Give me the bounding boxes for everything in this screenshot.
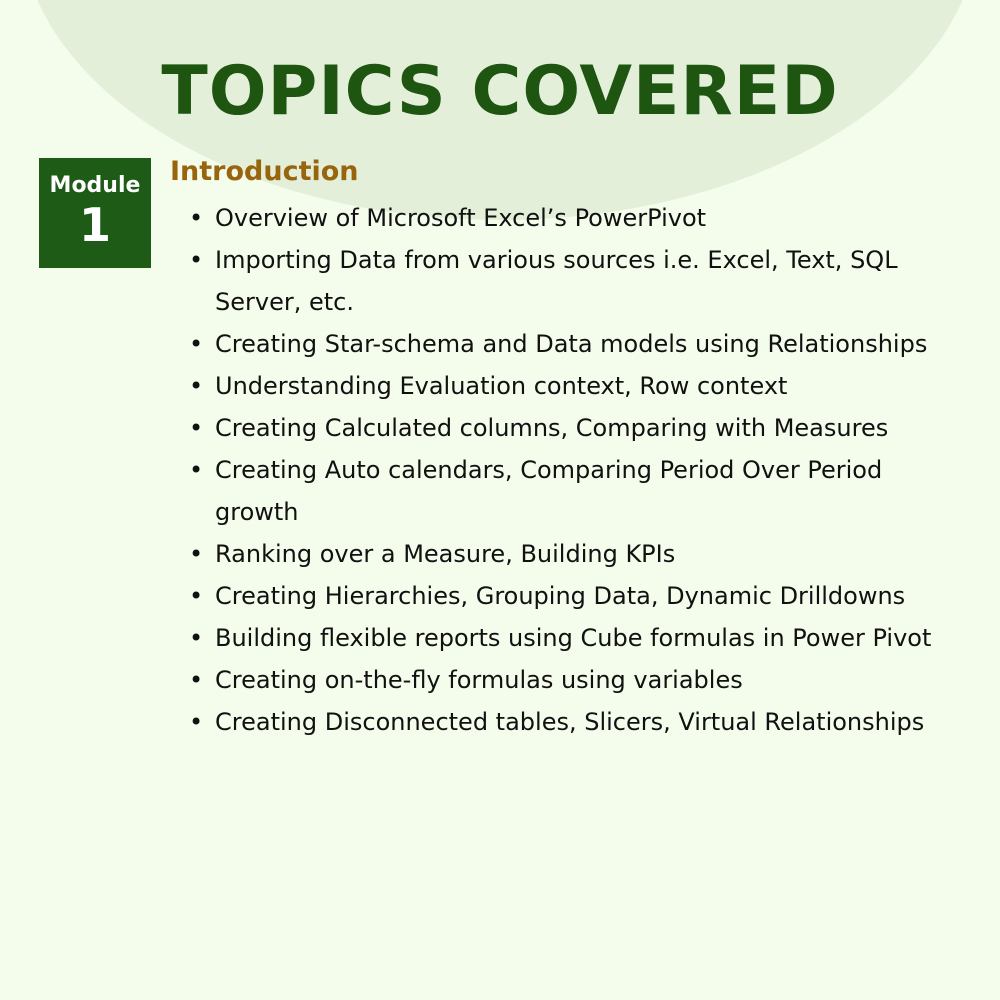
topic-text: Creating Star-schema and Data models using Relationships (215, 330, 928, 358)
topic-item (189, 365, 955, 407)
module-label: Module (49, 173, 141, 198)
module-badge (39, 158, 151, 268)
bullet-icon: • (189, 666, 204, 694)
topic-item (189, 659, 955, 701)
topic-item (189, 617, 955, 659)
topic-text: Importing Data from various sources i.e. Excel, Text, SQL Server, etc. (215, 246, 898, 316)
module-number: 1 (78, 198, 111, 252)
bullet-icon: • (189, 414, 204, 442)
topic-list (189, 197, 955, 743)
topic-text: Creating Disconnected tables, Slicers, Virtual Relationships (215, 708, 925, 736)
topic-item (189, 239, 955, 323)
topic-text: Ranking over a Measure, Building KPIs (215, 540, 676, 568)
topic-text: Creating Hierarchies, Grouping Data, Dynamic Drilldowns (215, 582, 906, 610)
bullet-icon: • (189, 330, 204, 358)
section-heading: Introduction (170, 156, 359, 187)
bullet-icon: • (189, 372, 204, 400)
topic-text: Creating on-the-fly formulas using variables (215, 666, 743, 694)
topic-item (189, 701, 955, 743)
topic-text: Building flexible reports using Cube formulas in Power Pivot (215, 624, 932, 652)
topic-item (189, 197, 955, 239)
topic-item (189, 323, 955, 365)
bullet-icon: • (189, 624, 204, 652)
bullet-icon: • (189, 246, 204, 274)
topic-item (189, 533, 955, 575)
bullet-icon: • (189, 582, 204, 610)
page-title: TOPICS COVERED (161, 52, 839, 131)
topic-text: Understanding Evaluation context, Row context (215, 372, 788, 400)
topic-text: Creating Calculated columns, Comparing with Measures (215, 414, 889, 442)
bullet-icon: • (189, 708, 204, 736)
bullet-icon: • (189, 204, 204, 232)
topic-item (189, 407, 955, 449)
topic-item (189, 449, 955, 533)
topic-text: Creating Auto calendars, Comparing Period Over Period growth (215, 456, 883, 526)
bullet-icon: • (189, 540, 204, 568)
topic-item (189, 575, 955, 617)
bullet-icon: • (189, 456, 204, 484)
topic-text: Overview of Microsoft Excel’s PowerPivot (215, 204, 707, 232)
